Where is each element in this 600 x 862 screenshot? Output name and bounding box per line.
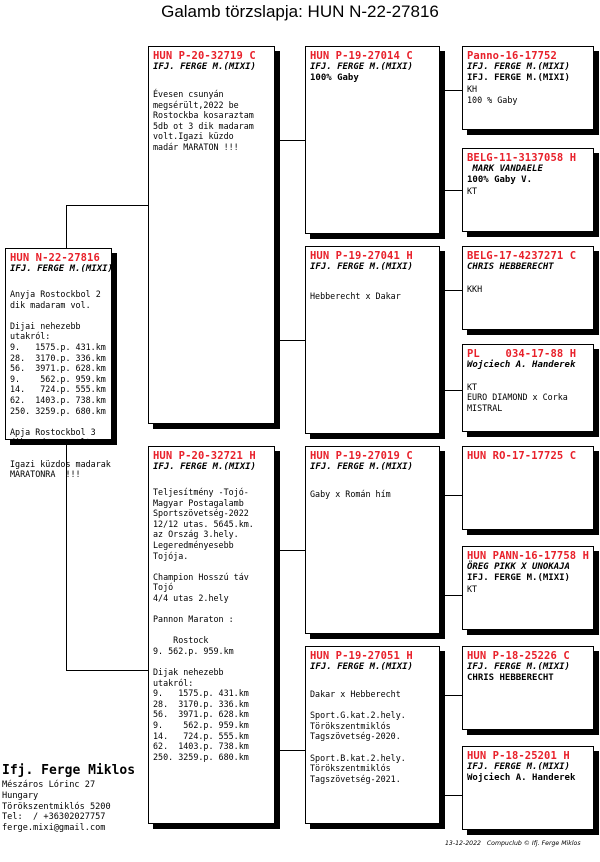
- connector-line: [280, 340, 305, 341]
- dam-notes: Teljesítmény -Tojó- Magyar Postagalamb Sportszövetség-2022 12/12 utas. 5645.km. az Ország 3.hely. Legeredményesebb Tojója. Champion Hosszú táv Tojó 4/4 utas 2.hely Pannon Maraton : Rostock 9. 562.p. 959.km Dijak nehezebb utakról: 9. 1575.p. 431.km 28. 3170.p. 336.km 56. 3971.p. 628.km 9. 562.p. 959.km 14. 724.p. 555.km 62. 1403.p. 738.km 250. 3259.p. 680.km: [153, 487, 254, 762]
- dds-owner: IFJ. FERGE M.(MIXI): [467, 662, 570, 672]
- credit-line: 13-12-2022 Compuclub © Ifj. Ferge Miklos: [445, 840, 581, 847]
- dd-owner: IFJ. FERGE M.(MIXI): [310, 662, 413, 672]
- connector-line: [440, 390, 462, 391]
- sds-notes: KKH: [467, 283, 483, 294]
- ssd-line2: 100% Gaby V.: [467, 175, 533, 185]
- ddd-owner: IFJ. FERGE M.(MIXI): [467, 762, 570, 772]
- dam-card: [148, 446, 275, 824]
- sss-notes: KH 100 % Gaby: [467, 84, 518, 105]
- dss-card: [462, 446, 594, 530]
- connector-line: [280, 750, 305, 751]
- ddd-card: [462, 746, 594, 830]
- dsd-notes: KT: [467, 584, 478, 594]
- dd-notes: Dakar x Hebberecht Sport.G.kat.2.hely. Törökszentmiklós Tagszövetség-2020. Sport.B.kat.2.hely. Törökszentmiklós Tagszövetség-2021.: [310, 689, 406, 784]
- connector-line: [440, 795, 462, 796]
- sd-notes: Hebberecht x Dakar: [310, 291, 401, 301]
- connector-line: [66, 670, 148, 671]
- dds-card: [462, 646, 594, 730]
- ddd-ring-number: HUN P-18-25201 H: [467, 750, 570, 762]
- connector-line: [280, 140, 305, 141]
- connector-line: [66, 205, 67, 250]
- dsd-ring-number: HUN PANN-16-17758 H: [467, 550, 590, 562]
- dam-ring-number: HUN P-20-32721 H: [153, 450, 256, 462]
- dd-ring-number: HUN P-19-27051 H: [310, 650, 413, 662]
- connector-line: [440, 495, 462, 496]
- sire-card: [148, 46, 275, 424]
- subject-card: [5, 248, 113, 480]
- dds-ring-number: HUN P-18-25226 C: [467, 650, 570, 662]
- ss-line2: 100% Gaby: [310, 73, 359, 83]
- dsd-line2: IFJ. FERGE M.(MIXI): [467, 573, 570, 583]
- ssd-ring-number: BELG-11-3137058 H: [467, 152, 577, 164]
- connector-line: [440, 90, 462, 91]
- dam-dam-card: [305, 646, 440, 824]
- subject-ring-number: HUN N-22-27816: [10, 252, 100, 264]
- ssd-card: [462, 148, 594, 232]
- dam-sire-card: [305, 446, 440, 634]
- subject-notes: Anyja Rostockbol 2 dik madaram vol. Dijai nehezebb utakról: 9. 1575.p. 431.km 28. 3170.p. 336.km 56. 3971.p. 628.km 9. 562.p. 959.km 14. 724.p. 555.km 62. 1403.p. 738.km 250. 3259.p. 680.km Apja Rostockbol 3 dik madaram volt. Igazi küzdos madarak MARATONRA !!!: [10, 289, 111, 480]
- sire-notes: Évesen csunyán megsérült,2022 be Rostockba kosaraztam 5db ot 3 dik madaram volt.Igazi küzdo madár MARATON !!!: [153, 89, 254, 152]
- sds-ring-number: BELG-17-4237271 C: [467, 250, 577, 262]
- dsd-owner: ÖREG PIKK X UNOKAJA: [467, 562, 570, 572]
- ddd-line2: Wojciech A. Handerek: [467, 773, 576, 783]
- page-title: Galamb törzslapja: HUN N-22-27816: [161, 2, 439, 21]
- dds-line2: CHRIS HEBBERECHT: [467, 673, 554, 683]
- ss-ring-number: HUN P-19-27014 C: [310, 50, 413, 62]
- sd-owner: IFJ. FERGE M.(MIXI): [310, 262, 413, 272]
- sdd-card: [462, 344, 594, 432]
- connector-line: [280, 550, 305, 551]
- sire-owner: IFJ. FERGE M.(MIXI): [153, 62, 256, 72]
- sire-sire-card: [305, 46, 440, 234]
- ds-notes: Gaby x Román hím: [310, 489, 391, 499]
- breeder-address: Mészáros Lórinc 27 Hungary Törökszentmiklós 5200 Tel: / +36302027757 ferge.mixi@gmail.com: [2, 780, 111, 834]
- sire-dam-card: [305, 246, 440, 434]
- sire-ring-number: HUN P-20-32719 C: [153, 50, 256, 62]
- sds-owner: CHRIS HEBBERECHT: [467, 262, 554, 272]
- sdd-ring-number: PL 034-17-88 H: [467, 348, 577, 360]
- ds-ring-number: HUN P-19-27019 C: [310, 450, 413, 462]
- dam-owner: IFJ. FERGE M.(MIXI): [153, 462, 256, 472]
- dss-ring-number: HUN RO-17-17725 C: [467, 450, 577, 462]
- sss-card: [462, 46, 594, 130]
- ssd-notes: KT: [467, 186, 478, 196]
- connector-line: [440, 595, 462, 596]
- sds-card: [462, 246, 594, 330]
- connector-line: [440, 290, 462, 291]
- connector-line: [440, 695, 462, 696]
- sss-owner: IFJ. FERGE M.(MIXI): [467, 62, 570, 72]
- dsd-card: [462, 546, 594, 630]
- ssd-owner: MARK VANDAELE: [467, 164, 543, 174]
- connector-line: [66, 205, 148, 206]
- ds-owner: IFJ. FERGE M.(MIXI): [310, 462, 413, 472]
- subject-owner: IFJ. FERGE M.(MIXI): [10, 264, 113, 274]
- sd-ring-number: HUN P-19-27041 H: [310, 250, 413, 262]
- sss-ring-number: Panno-16-17752: [467, 50, 557, 62]
- sdd-owner: Wojciech A. Handerek: [467, 360, 576, 370]
- breeder-name: Ifj. Ferge Miklos: [2, 763, 136, 778]
- connector-line: [440, 190, 462, 191]
- sdd-notes: KT EURO DIAMOND x Corka MISTRAL: [467, 381, 568, 413]
- ss-owner: IFJ. FERGE M.(MIXI): [310, 62, 413, 72]
- sss-line2: IFJ. FERGE M.(MIXI): [467, 73, 570, 83]
